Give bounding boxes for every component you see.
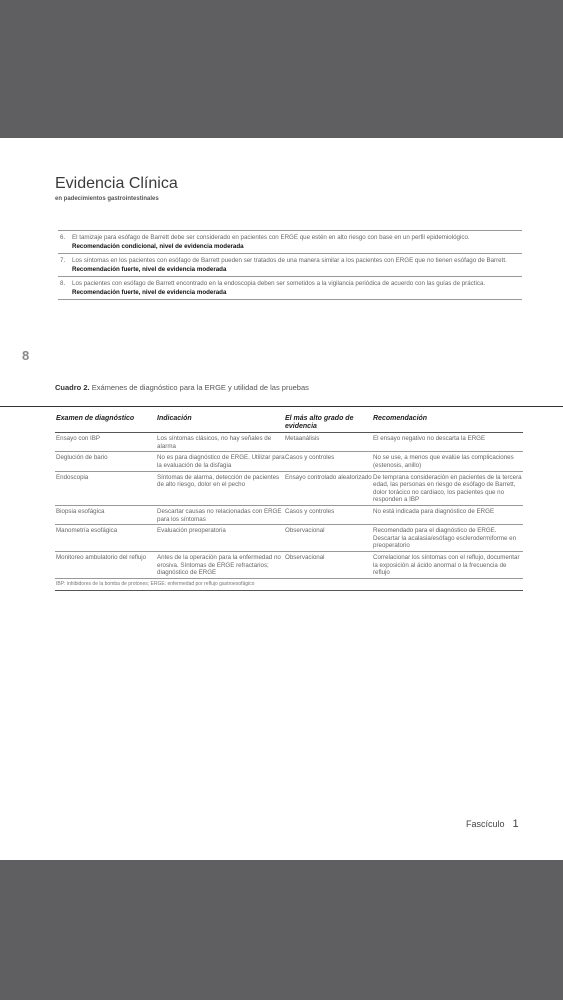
table-caption-text: Exámenes de diagnóstico para la ERGE y utilidad de las pruebas [91, 383, 309, 392]
table-cell: Antes de la operación para la enfermedad no erosiva. Síntomas de ERGE refractarios; diagnóstico de ERGE [157, 553, 281, 577]
table-cell: Ensayo controlado aleatorizado [285, 473, 372, 481]
table-cell: Metaanálisis [285, 435, 320, 443]
column-header: Indicación [157, 415, 192, 422]
recommendations-list [58, 230, 522, 300]
document-page [0, 138, 563, 860]
table-top-rule [0, 406, 563, 407]
column-header: Examen de diagnóstico [56, 415, 135, 422]
table-cell: Manometría esofágica [56, 527, 118, 535]
recommendation-number: 8. [60, 280, 66, 287]
recommendation-text: El tamizaje para esófago de Barrett debe ser considerado en pacientes con ERGE que estén en alto riesgo con base en un perfil epidemiológico. [72, 234, 470, 241]
recommendation-item [58, 231, 522, 254]
table-cell: No se use, a menos que evalúe las complicaciones (estenosis, anillo) [373, 454, 514, 469]
table-cell: Síntomas de alarma, detección de pacientes de alto riesgo, dolor en el pecho [157, 473, 280, 489]
table-cell: Observacional [285, 527, 325, 535]
table-cell: Casos y controles [285, 507, 335, 515]
table-cell: Endoscopia [56, 473, 89, 481]
page-footer [466, 818, 519, 830]
column-header: El más alto grado de evidencia [285, 415, 354, 430]
recommendation-item [58, 254, 522, 277]
footer-label: Fascículo [466, 819, 505, 829]
footer-number: 1 [512, 818, 519, 830]
table-cell: Biopsia esofágica [56, 507, 105, 515]
table-row [55, 506, 523, 525]
table-footnote: IBP: inhibidores de la bomba de protones; ERGE: enfermedad por reflujo gastroesofágico [55, 579, 523, 592]
recommendation-text: Los síntomas en los pacientes con esófago de Barrett pueden ser tratados de una manera similar a los pacientes con ERGE que no tienen esófago de Barrett. [72, 257, 507, 264]
table-cell: Descartar causas no relacionadas con ERGE para los síntomas [157, 507, 282, 523]
table-caption-label: Cuadro 2. [55, 383, 90, 392]
table-cell: De temprana consideración en pacientes de la tercera edad, las personas en riesgo de esófago de Barrett, dolor torácico no cardiaco, los pacientes que no responden a IBP [373, 473, 522, 504]
recommendation-strength: Recomendación condicional, nivel de evidencia moderada [72, 243, 244, 250]
table-cell: Evaluación preoperatoria [157, 527, 226, 535]
recommendation-number: 7. [60, 257, 66, 264]
recommendation-number: 6. [60, 234, 66, 241]
table-row [55, 525, 523, 552]
recommendation-strength: Recomendación fuerte, nivel de evidencia moderada [72, 289, 227, 296]
table-row [55, 433, 523, 452]
recommendation-item [58, 277, 522, 300]
table-cell: Correlacionar los síntomas con el reflujo, documentar la exposición al ácido anormal o la frecuencia de reflujo [373, 553, 520, 577]
table-row [55, 552, 523, 579]
column-header: Recomendación [373, 415, 428, 422]
table-cell: Ensayo con IBP [56, 435, 101, 443]
table-cell: El ensayo negativo no descarta la ERGE [373, 435, 486, 443]
table-cell: Recomendado para el diagnóstico de ERGE. Descartar la acalasia/esófago esclerodermiforme en preoperatorio [373, 527, 517, 550]
page-title: Evidencia Clínica [55, 175, 178, 192]
diagnostic-table [55, 415, 523, 591]
table-cell: Monitoreo ambulatorio del reflujo [56, 553, 147, 561]
table-row [55, 452, 523, 471]
table-cell: Deglución de bario [56, 454, 108, 462]
table-cell: No es para diagnóstico de ERGE. Utilizar para la evaluación de la disfagia [157, 454, 285, 469]
page-number: 8 [22, 348, 30, 363]
table-header-row [55, 415, 523, 433]
page-subtitle: en padecimientos gastrointestinales [55, 196, 159, 202]
table-cell: Casos y controles [285, 454, 335, 462]
table-caption [55, 383, 309, 392]
table-row [55, 472, 523, 506]
table-cell: Observacional [285, 553, 325, 561]
recommendation-text: Los pacientes con esófago de Barrett encontrado en la endoscopia deben ser sometidos a la vigilancia periódica de acuerdo con las guías de práctica. [72, 280, 486, 287]
recommendation-strength: Recomendación fuerte, nivel de evidencia moderada [72, 266, 227, 273]
table-cell: Los síntomas clásicos, no hay señales de alarma [157, 435, 272, 450]
table-cell: No está indicada para diagnóstico de ERGE [373, 507, 495, 515]
